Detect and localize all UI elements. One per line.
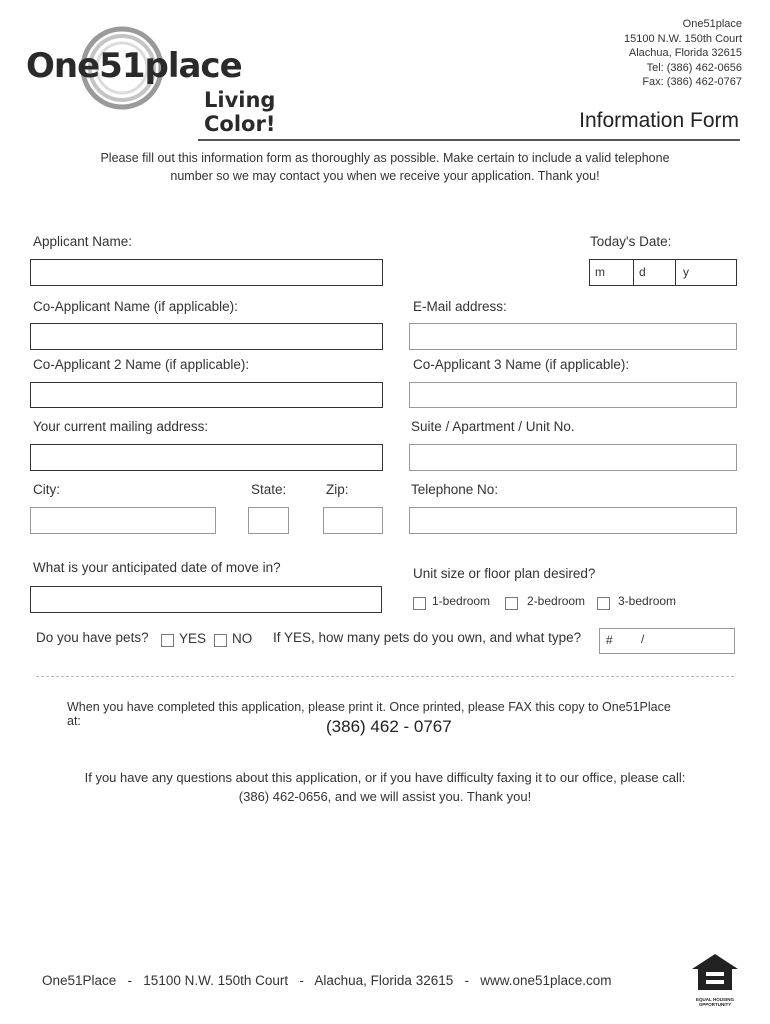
bedroom-1-checkbox[interactable] <box>413 597 426 610</box>
pets-slash-label: / <box>641 632 645 646</box>
bedroom-1-label: 1-bedroom <box>432 594 491 608</box>
logo-wordmark: One51place <box>26 46 242 86</box>
questions-line-1: If you have any questions about this application, or if you have difficulty faxing it to our office, please call: <box>84 770 686 785</box>
pets-hash-label: # <box>606 633 613 647</box>
co-applicant-3-field[interactable] <box>409 382 737 408</box>
equal-housing-logo <box>690 952 740 1007</box>
address-street: 15100 N.W. 150th Court <box>623 32 742 45</box>
address-city: Alachua, Florida 32615 <box>628 47 742 59</box>
move-in-label: What is your anticipated date of move in? <box>33 560 281 575</box>
pets-no-label: NO <box>232 631 253 646</box>
equal-housing-line-1: EQUAL HOUSING <box>696 997 734 1002</box>
state-field[interactable] <box>248 507 289 534</box>
intro-line-2: number so we may contact you when we receive your application. Thank you! <box>170 168 600 183</box>
intro-line-1: Please fill out this information form as thoroughly as possible. Make certain to include a valid telephone <box>100 151 670 165</box>
date-month-label: m <box>595 265 605 279</box>
email-field[interactable] <box>409 323 737 350</box>
co-applicant-label: Co-Applicant Name (if applicable): <box>33 299 238 314</box>
bedroom-3-label: 3-bedroom <box>618 594 677 608</box>
mailing-address-field[interactable] <box>30 444 383 471</box>
fax-at-label: at: <box>67 714 81 728</box>
equal-housing-line-2: OPPORTUNITY <box>698 1002 732 1007</box>
pets-count-label: If YES, how many pets do you own, and what type? <box>273 630 582 645</box>
city-field[interactable] <box>30 507 216 534</box>
telephone-label: Telephone No: <box>411 482 499 497</box>
move-in-field[interactable] <box>30 586 382 613</box>
address-tel: Tel: (386) 462-0656 <box>646 61 742 74</box>
suite-label: Suite / Apartment / Unit No. <box>411 419 575 434</box>
address-name: One51place <box>682 18 742 30</box>
footer-text: One51Place - 15100 N.W. 150th Court - Alachua, Florida 32615 - www.one51place.com <box>42 973 612 988</box>
date-month-field[interactable] <box>589 259 635 286</box>
zip-label: Zip: <box>326 482 349 497</box>
company-logo <box>22 20 352 136</box>
telephone-field[interactable] <box>409 507 737 534</box>
bedroom-3-checkbox[interactable] <box>597 597 610 610</box>
bedroom-2-checkbox[interactable] <box>505 597 518 610</box>
co-applicant-2-label: Co-Applicant 2 Name (if applicable): <box>33 357 250 372</box>
pets-yes-label: YES <box>179 631 207 646</box>
co-applicant-field[interactable] <box>30 323 383 350</box>
date-year-label: y <box>683 265 689 279</box>
bedroom-2-label: 2-bedroom <box>527 594 586 608</box>
equal-housing-icon <box>690 952 740 992</box>
pets-count-field[interactable] <box>599 628 735 654</box>
section-divider <box>36 676 734 677</box>
intro-text <box>0 150 770 185</box>
company-address <box>624 17 742 90</box>
pets-no-checkbox[interactable] <box>214 634 227 647</box>
city-label: City: <box>33 482 60 497</box>
logo-tagline: Living Color! <box>204 88 276 136</box>
questions-line-2: (386) 462-0656, and we will assist you. Thank you! <box>238 789 532 804</box>
zip-field[interactable] <box>323 507 383 534</box>
date-day-label: d <box>639 265 646 279</box>
form-title: Information Form <box>579 109 739 132</box>
co-applicant-3-label: Co-Applicant 3 Name (if applicable): <box>413 357 630 372</box>
pets-yes-checkbox[interactable] <box>161 634 174 647</box>
title-rule <box>198 139 740 141</box>
fax-number: (386) 462 - 0767 <box>326 717 452 736</box>
mailing-address-label: Your current mailing address: <box>33 419 209 434</box>
co-applicant-2-field[interactable] <box>30 382 383 408</box>
fax-line-1: When you have completed this application, please print it. Once printed, please FAX this copy to One51Place <box>67 700 671 714</box>
state-label: State: <box>251 482 287 497</box>
applicant-name-label: Applicant Name: <box>33 234 133 249</box>
address-fax: Fax: (386) 462-0767 <box>642 76 742 88</box>
unit-size-label: Unit size or floor plan desired? <box>413 566 596 581</box>
date-year-field[interactable] <box>675 259 737 286</box>
date-day-field[interactable] <box>633 259 677 286</box>
pets-label: Do you have pets? <box>36 630 149 645</box>
applicant-name-field[interactable] <box>30 259 383 286</box>
suite-field[interactable] <box>409 444 737 471</box>
todays-date-label: Today's Date: <box>590 234 672 249</box>
questions-text <box>0 768 770 806</box>
email-label: E-Mail address: <box>413 299 507 314</box>
